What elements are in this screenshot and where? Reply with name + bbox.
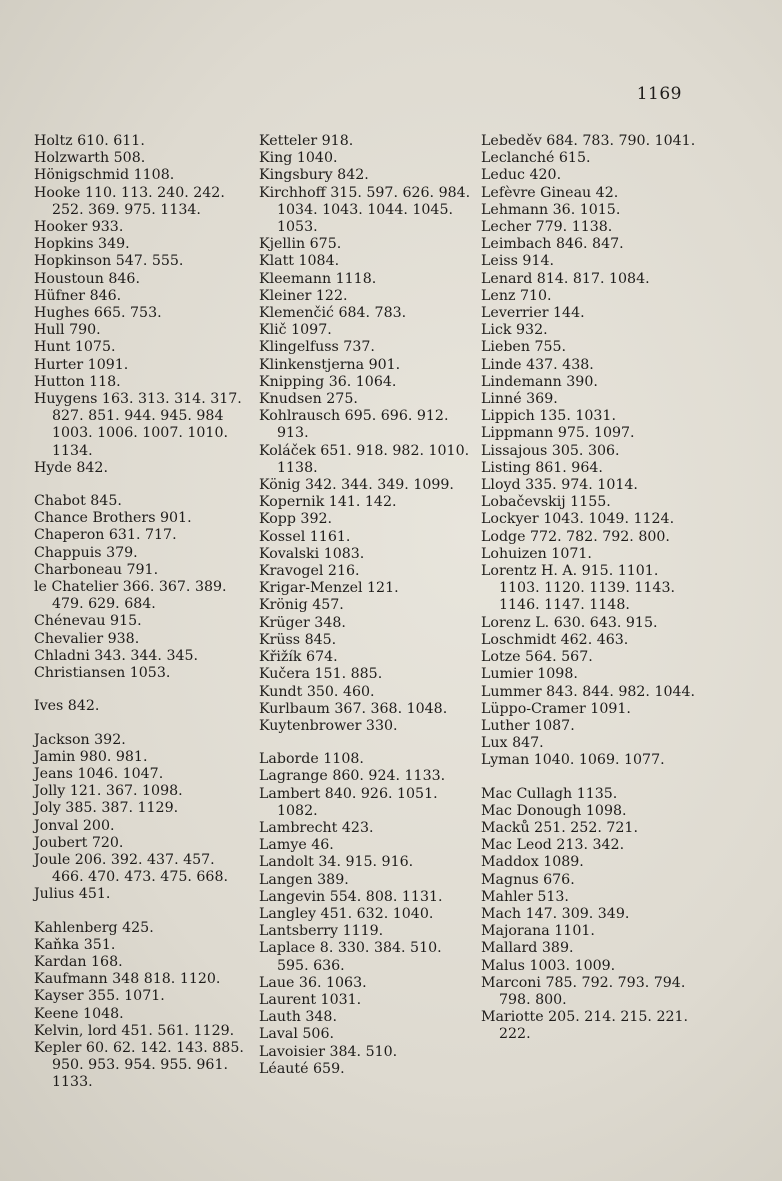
index-entry: Hull 790. (34, 322, 101, 339)
section-gap (34, 477, 249, 493)
index-entry: Kepler 60. 62. 142. 143. 885. 950. 953. 954. 955. 961. 1133. (34, 1039, 244, 1091)
index-entry: Kundt 350. 460. (259, 683, 375, 700)
index-entry: Lavoisier 384. 510. (259, 1043, 398, 1060)
index-entry: Mahler 513. (481, 888, 569, 905)
index-entry: Krigar-Menzel 121. (259, 580, 399, 597)
index-entry: Joule 206. 392. 437. 457. 466. 470. 473. 475. 668. (34, 851, 228, 886)
index-entry: Linné 369. (481, 391, 558, 408)
index-entry: Kleiner 122. (259, 287, 348, 304)
index-entry: Kaufmann 348 818. 1120. (34, 971, 221, 988)
index-entry: Jeans 1046. 1047. (34, 765, 164, 782)
index-entry: Chevalier 938. (34, 630, 140, 647)
index-entry: Kovalski 1083. (259, 545, 365, 562)
index-entry: Mallard 389. (481, 940, 574, 957)
index-entry: Marconi 785. 792. 793. 794. 798. 800. (481, 974, 686, 1008)
index-entry: Luther 1087. (481, 717, 575, 734)
section-gap (34, 716, 249, 732)
index-entry: Kjellin 675. (259, 236, 342, 253)
index-entry: Hooke 110. 113. 240. 242. 252. 369. 975. 1134. (34, 184, 225, 218)
index-entry: Laval 506. (259, 1026, 334, 1043)
index-entry: Holzwarth 508. (34, 150, 146, 167)
index-entry: Chénevau 915. (34, 613, 142, 630)
index-entry: Lambert 840. 926. 1051. 1082. (259, 785, 438, 819)
index-entry: Lick 932. (481, 322, 548, 339)
index-entry: Hooker 933. (34, 219, 124, 236)
index-entry: Landolt 34. 915. 916. (259, 854, 414, 871)
index-entry: Lefèvre Gineau 42. (481, 184, 619, 201)
index-entry: Lenard 814. 817. 1084. (481, 270, 650, 287)
index-entry: Klingelfuss 737. (259, 339, 375, 356)
index-entry: Loschmidt 462. 463. (481, 631, 629, 648)
index-entry: Joly 385. 387. 1129. (34, 800, 179, 817)
index-entry: King 1040. (259, 150, 338, 167)
index-entry: Mach 147. 309. 349. (481, 905, 630, 922)
index-entry: Lüppo-Cramer 1091. (481, 700, 631, 717)
index-entry: Lippmann 975. 1097. (481, 425, 635, 442)
index-entry: Klinkenstjerna 901. (259, 356, 401, 373)
index-entry: Kučera 151. 885. (259, 666, 383, 683)
index-entry: Listing 861. 964. (481, 459, 603, 476)
index-entry: Mac Leod 213. 342. (481, 837, 625, 854)
index-entry: Lebeděv 684. 783. 790. 1041. (481, 133, 696, 149)
index-entry: Kossel 1161. (259, 528, 351, 545)
index-entry: Krönig 457. (259, 597, 344, 614)
index-entry: Chabot 845. (34, 493, 122, 510)
index-entry: Lippich 135. 1031. (481, 408, 616, 425)
index-entry: Langley 451. 632. 1040. (259, 905, 434, 922)
index-entry: Leimbach 846. 847. (481, 236, 624, 253)
index-entry: Klemenčić 684. 783. (259, 305, 407, 322)
index-entry: Laborde 1108. (259, 751, 364, 768)
index-entry: König 342. 344. 349. 1099. (259, 477, 454, 494)
index-entry: Hutton 118. (34, 373, 121, 390)
index-entry: Lyman 1040. 1069. 1077. (481, 752, 665, 769)
index-entry: Lantsberry 1119. (259, 923, 384, 940)
section-gap (34, 682, 249, 698)
index-entry: Lohuizen 1071. (481, 545, 592, 562)
index-entry: Mariotte 205. 214. 215. 221. 222. (481, 1009, 689, 1043)
index-entry: Lambrecht 423. (259, 819, 374, 836)
index-entry: Chance Brothers 901. (34, 510, 192, 527)
index-entry: Lorenz L. 630. 643. 915. (481, 614, 658, 631)
index-entry: Kirchhoff 315. 597. 626. 984. 1034. 1043. 1044. 1045. 1053. (259, 184, 471, 236)
index-entry: Hurter 1091. (34, 356, 129, 373)
index-entry: Lecher 779. 1138. (481, 219, 613, 236)
index-entry: Leverrier 144. (481, 305, 585, 322)
index-entry: Christiansen 1053. (34, 665, 171, 682)
index-entry: Langen 389. (259, 871, 349, 888)
index-entry: Krüger 348. (259, 614, 346, 631)
index-entry: Kleemann 1118. (259, 270, 377, 287)
index-entry: Lockyer 1043. 1049. 1124. (481, 511, 675, 528)
index-entry: Kurlbaum 367. 368. 1048. (259, 700, 448, 717)
index-entry: Keene 1048. (34, 1005, 124, 1022)
index-column-1 (34, 133, 249, 1092)
index-entry: Lissajous 305. 306. (481, 442, 620, 459)
index-entry: Leiss 914. (481, 253, 555, 270)
index-entry: Huygens 163. 313. 314. 317. 827. 851. 944. 945. 984 1003. 1006. 1007. 1010. 1134. (34, 391, 242, 459)
index-entry: Chaperon 631. 717. (34, 527, 177, 544)
index-entry: Lodge 772. 782. 792. 800. (481, 528, 670, 545)
index-entry: Hunt 1075. (34, 339, 116, 356)
index-entry: Kravogel 216. (259, 563, 360, 580)
index-entry: Kahlenberg 425. (34, 919, 154, 936)
index-entry: Laurent 1031. (259, 991, 362, 1008)
index-entry: Hönigschmid 1108. (34, 167, 175, 184)
index-entry: Kelvin, lord 451. 561. 1129. (34, 1022, 235, 1039)
index-entry: Knudsen 275. (259, 391, 358, 408)
page-number: 1169 (636, 84, 682, 104)
index-entry: Joubert 720. (34, 834, 124, 851)
index-entry: Lamye 46. (259, 837, 334, 854)
index-entry: Ketteler 918. (259, 133, 354, 149)
section-gap (481, 770, 701, 786)
index-entry: Kayser 355. 1071. (34, 988, 165, 1005)
section-gap (259, 735, 474, 751)
index-entry: Klatt 1084. (259, 253, 340, 270)
index-entry: Kardan 168. (34, 953, 123, 970)
index-entry: Lenz 710. (481, 287, 552, 304)
index-entry: Magnus 676. (481, 871, 575, 888)
index-entry: Lorentz H. A. 915. 1101. 1103. 1120. 1139. 1143. 1146. 1147. 1148. (481, 563, 675, 614)
index-entry: Knipping 36. 1064. (259, 373, 397, 390)
index-entry: Lieben 755. (481, 339, 567, 356)
index-entry: Maddox 1089. (481, 854, 584, 871)
index-entry: Linde 437. 438. (481, 356, 594, 373)
index-entry: Křižík 674. (259, 649, 338, 666)
index-entry: Leclanché 615. (481, 150, 591, 167)
index-column-3 (481, 133, 701, 1044)
index-entry: Hughes 665. 753. (34, 305, 162, 322)
index-entry: Mac Donough 1098. (481, 802, 627, 819)
index-entry: Holtz 610. 611. (34, 133, 145, 149)
index-entry: Ives 842. (34, 698, 100, 715)
index-entry: Jonval 200. (34, 817, 115, 834)
index-entry: Krüss 845. (259, 631, 337, 648)
index-entry: Klič 1097. (259, 322, 332, 339)
index-entry: Lotze 564. 567. (481, 649, 593, 666)
index-entry: Lehmann 36. 1015. (481, 201, 621, 218)
index-entry: Léauté 659. (259, 1060, 345, 1077)
index-entry: le Chatelier 366. 367. 389. 479. 629. 684. (34, 579, 227, 613)
section-gap (34, 904, 249, 920)
index-entry: Leduc 420. (481, 167, 562, 184)
index-entry: Lloyd 335. 974. 1014. (481, 477, 638, 494)
index-entry: Majorana 1101. (481, 923, 595, 940)
index-entry: Kuytenbrower 330. (259, 717, 398, 734)
index-entry: Lindemann 390. (481, 373, 598, 390)
index-column-2 (259, 133, 474, 1078)
index-entry: Jackson 392. (34, 731, 126, 748)
index-entry: Chappuis 379. (34, 544, 138, 561)
index-entry: Macků 251. 252. 721. (481, 819, 638, 836)
index-entry: Lagrange 860. 924. 1133. (259, 768, 446, 785)
index-entry: Koláček 651. 918. 982. 1010. 1138. (259, 442, 470, 476)
index-entry: Lauth 348. (259, 1009, 337, 1026)
index-entry: Laue 36. 1063. (259, 974, 367, 991)
index-entry: Hyde 842. (34, 459, 108, 476)
index-entry: Lummer 843. 844. 982. 1044. (481, 683, 696, 700)
index-entry: Hüfner 846. (34, 287, 122, 304)
index-entry: Julius 451. (34, 886, 111, 903)
index-entry: Hopkins 349. (34, 236, 130, 253)
index-entry: Chladni 343. 344. 345. (34, 647, 199, 664)
index-entry: Hopkinson 547. 555. (34, 253, 184, 270)
index-entry: Langevin 554. 808. 1131. (259, 888, 443, 905)
index-entry: Charboneau 791. (34, 561, 159, 578)
index-entry: Mac Cullagh 1135. (481, 785, 618, 802)
index-entry: Lumier 1098. (481, 666, 578, 683)
index-entry: Lobačevskij 1155. (481, 494, 611, 511)
index-entry: Houstoun 846. (34, 270, 140, 287)
index-entry: Jamin 980. 981. (34, 748, 148, 765)
index-entry: Kopp 392. (259, 511, 333, 528)
index-entry: Kohlrausch 695. 696. 912. 913. (259, 408, 449, 442)
index-entry: Malus 1003. 1009. (481, 957, 616, 974)
index-entry: Kingsbury 842. (259, 167, 369, 184)
index-entry: Kaňka 351. (34, 936, 116, 953)
index-entry: Laplace 8. 330. 384. 510. 595. 636. (259, 940, 442, 974)
index-entry: Lux 847. (481, 735, 544, 752)
index-entry: Kopernik 141. 142. (259, 494, 397, 511)
index-entry: Jolly 121. 367. 1098. (34, 783, 183, 800)
